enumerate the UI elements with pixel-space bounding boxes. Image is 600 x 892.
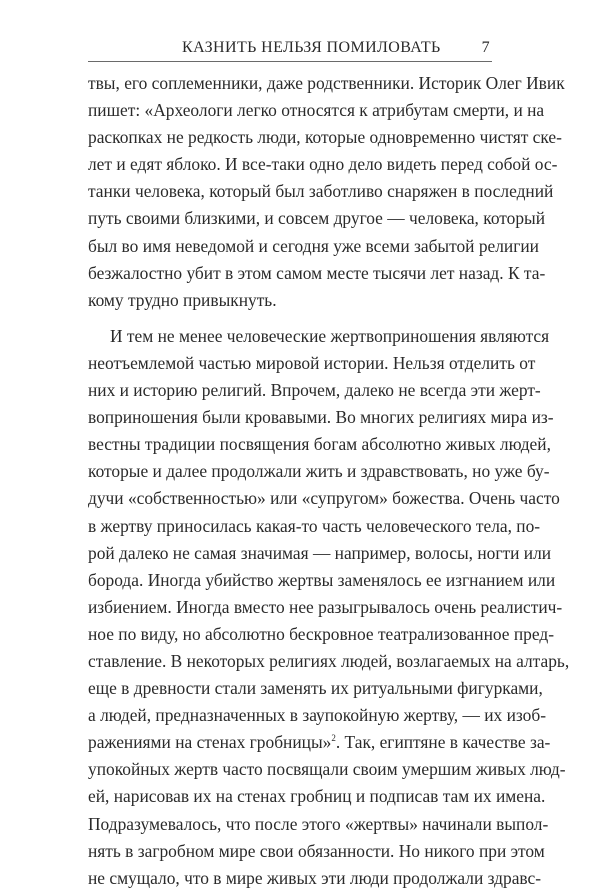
text-line: пишет: «Археологи легко относятся к атрибутам смерти, и на (88, 100, 545, 121)
text-line: еще в древности стали заменять их ритуальными фигурками, (88, 678, 543, 699)
paragraph-2 (88, 323, 570, 892)
text-line: Подразумевалось, что после этого «жертвы» начинали выпол- (88, 813, 549, 834)
text-line: раскопках не редкость люди, которые одновременно чистят ске- (88, 127, 562, 148)
text-line: вестны традиции посвящения богам абсолютно живых людей, (88, 434, 551, 455)
text-line: лет и едят яблоко. И все-таки одно дело видеть перед собой ос- (88, 154, 558, 175)
text-line: ное по виду, но абсолютно бескровное театрализованное пред- (88, 623, 555, 644)
text-line: твы, его соплеменники, даже родственники. Историк Олег Ивик (88, 73, 565, 93)
text-line: воприношения были кровавыми. Во многих религиях мира из- (88, 407, 554, 428)
text-line: избиением. Иногда вместо нее разыгрывалось очень реалистич- (88, 596, 563, 617)
text-line: рой далеко не самая значимая — например, волосы, ногти или (88, 542, 552, 563)
text-line: безжалостно убит в этом самом месте тысячи лет назад. К та- (88, 262, 546, 283)
body-text (88, 70, 570, 892)
text-line: путь своими близкими, и совсем другое — человека, который (88, 208, 546, 229)
text-line: был во имя неведомой и сегодня уже всеми забытой религии (88, 235, 539, 256)
text-line: И тем не менее человеческие жертвоприношения являются (110, 325, 550, 346)
page-number: 7 (481, 39, 490, 56)
text-line: упокойных жертв часто посвящали своим умершим живых люд- (88, 759, 566, 780)
text-fragment: . Так, египтяне в качестве за- (335, 732, 551, 753)
text-line: дучи «собственностью» или «супругом» божества. Очень часто (88, 488, 560, 509)
text-line: а людей, предназначенных в заупокойную жертву, — их изоб- (88, 705, 546, 726)
text-line (88, 729, 551, 756)
text-fragment: ражениями на стенах гробницы» (88, 732, 332, 753)
text-line: которые и далее продолжали жить и здравствовать, но уже бу- (88, 461, 550, 482)
text-line: ставление. В некоторых религиях людей, возлагаемых на алтарь, (88, 650, 570, 671)
text-line: танки человека, который был заботливо снаряжен в последний (88, 181, 554, 202)
text-line: них и историю религий. Впрочем, далеко не всегда эти жерт- (88, 380, 541, 401)
paragraph-1 (88, 70, 565, 314)
text-line: ей, нарисовав их на стенах гробниц и подписав там их имена. (88, 786, 546, 807)
text-line: борода. Иногда убийство жертвы заменялось ее изгнанием или (88, 569, 556, 590)
paragraph-gap (88, 314, 492, 323)
text-line: не смущало, что в мире живых эти люди продолжали здравс- (88, 867, 542, 888)
running-head (88, 37, 492, 62)
text-line: кому трудно привыкнуть. (88, 289, 277, 310)
running-title: КАЗНИТЬ НЕЛЬЗЯ ПОМИЛОВАТЬ (182, 39, 441, 56)
text-line: в жертву приносилась какая-то часть человеческого тела, по- (88, 515, 541, 536)
footnote-mark: 2 (331, 733, 336, 744)
text-line: неотъемлемой частью мировой истории. Нельзя отделить от (88, 352, 536, 373)
text-line: нять в загробном мире свои обязанности. Но никого при этом (88, 840, 545, 861)
